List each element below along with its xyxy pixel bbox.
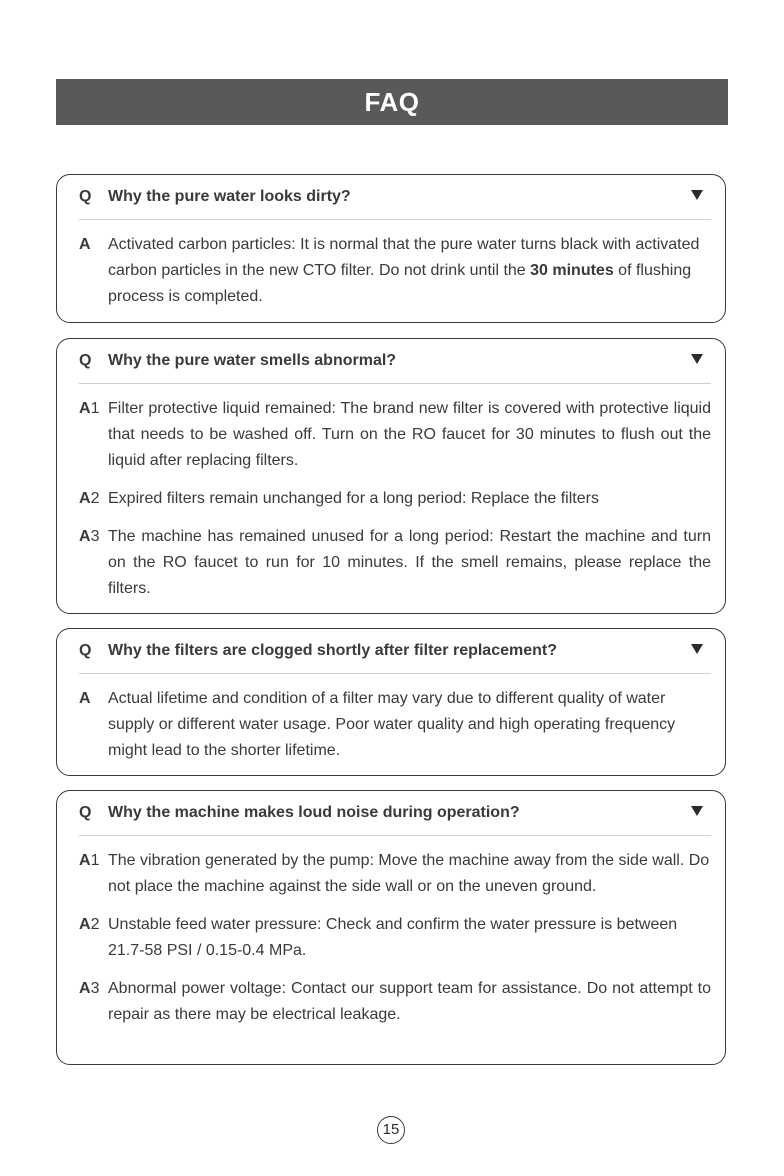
answer-label: A xyxy=(79,690,91,707)
chevron-down-icon[interactable] xyxy=(691,354,703,364)
faq-card-dirty-water xyxy=(56,174,726,323)
question-label: Q xyxy=(79,352,92,369)
faq-question-row[interactable] xyxy=(79,175,711,220)
faq-question-row[interactable] xyxy=(79,339,711,384)
faq-card-loud-noise xyxy=(56,790,726,1065)
question-label: Q xyxy=(79,642,92,659)
answer-text: The machine has remained unused for a long period: Restart the machine and turn on the RO faucet to run for 10 minutes. If the smell remains, please replace the filters. xyxy=(108,528,711,597)
answer-item xyxy=(79,686,711,764)
answer-label: A2 xyxy=(79,916,100,933)
emphasis-duration: 30 minutes xyxy=(530,262,614,279)
chevron-down-icon[interactable] xyxy=(691,806,703,816)
page-number: 15 xyxy=(377,1116,405,1144)
answer-label: A3 xyxy=(79,528,100,545)
question-text: Why the pure water smells abnormal? xyxy=(108,352,397,369)
answer-label: A1 xyxy=(79,400,100,417)
page-title: FAQ xyxy=(364,87,420,117)
answer-label: A2 xyxy=(79,490,100,507)
question-label: Q xyxy=(79,188,92,205)
answer-text: Abnormal power voltage: Contact our support team for assistance. Do not attempt to repair as there may be electrical leakage. xyxy=(108,980,711,1023)
answer-text: Expired filters remain unchanged for a long period: Replace the filters xyxy=(108,490,599,507)
answer-text: Actual lifetime and condition of a filter may vary due to different quality of water supply or different water usage. Poor water quality and high operating frequency might lead to the shorter lifetime. xyxy=(108,690,676,759)
answer-item xyxy=(79,976,711,1028)
answer-text: Unstable feed water pressure: Check and confirm the water pressure is between 21.7-58 PSI / 0.15-0.4 MPa. xyxy=(108,916,678,959)
question-text: Why the machine makes loud noise during operation? xyxy=(108,804,520,821)
question-text: Why the filters are clogged shortly after filter replacement? xyxy=(108,642,557,659)
faq-question-row[interactable] xyxy=(79,629,711,674)
answer-label: A1 xyxy=(79,852,100,869)
answer-text: Filter protective liquid remained: The brand new filter is covered with protective liquid that needs to be washed off. Turn on the RO faucet for 30 minutes to flush out the liquid after replacing filters. xyxy=(108,400,711,469)
answer-item xyxy=(79,524,711,602)
answer-item xyxy=(79,486,711,512)
chevron-down-icon[interactable] xyxy=(691,190,703,200)
faq-card-clogged-filters xyxy=(56,628,726,776)
answer-label: A xyxy=(79,236,91,253)
faq-card-abnormal-smell xyxy=(56,338,726,614)
answer-item xyxy=(79,912,711,964)
faq-header xyxy=(56,79,728,125)
chevron-down-icon[interactable] xyxy=(691,644,703,654)
answer-item xyxy=(79,848,711,900)
answer-text: The vibration generated by the pump: Move the machine away from the side wall. Do not place the machine against the side wall or on the uneven ground. xyxy=(108,852,710,895)
answer-item xyxy=(79,396,711,474)
question-label: Q xyxy=(79,804,92,821)
answer-item xyxy=(79,232,711,310)
answer-label: A3 xyxy=(79,980,100,997)
answer-text: Activated carbon particles: It is normal that the pure water turns black with activated carbon particles in the new CTO filter. Do not drink until the 30 minutes of flushing process is completed. xyxy=(108,236,700,305)
question-text: Why the pure water looks dirty? xyxy=(108,188,351,205)
faq-question-row[interactable] xyxy=(79,791,711,836)
